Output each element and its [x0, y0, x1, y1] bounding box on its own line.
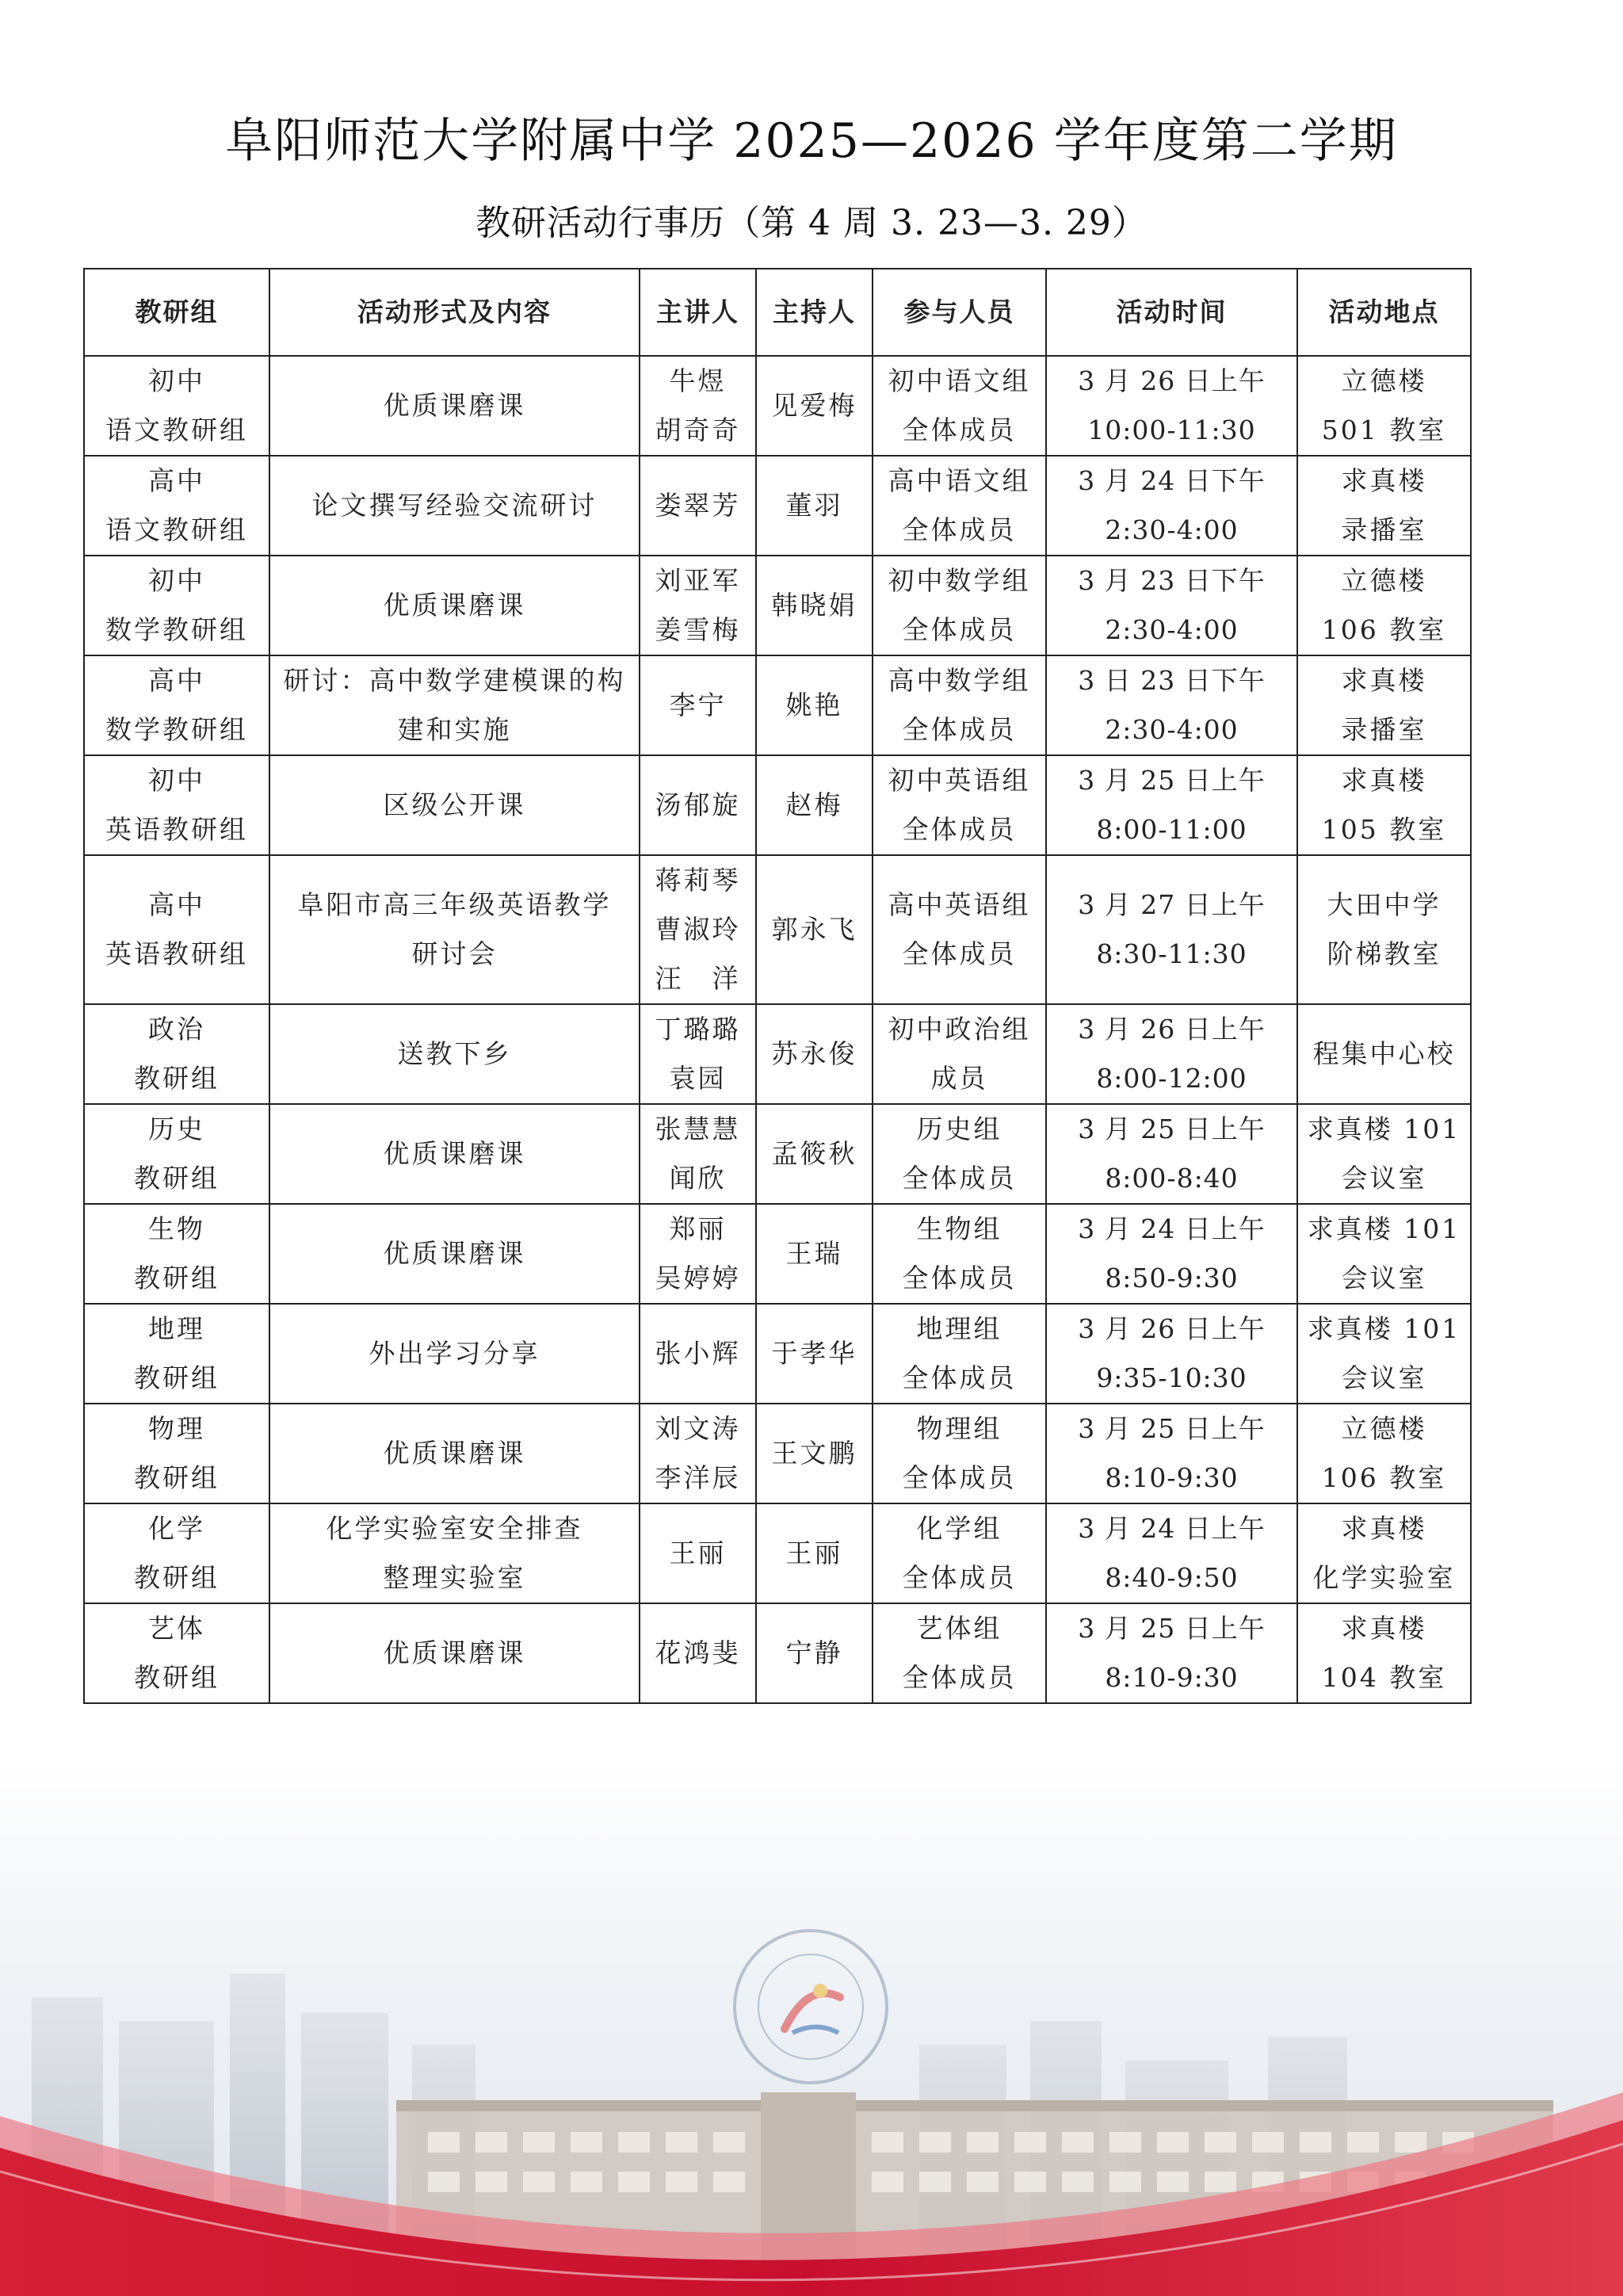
cell-time	[1046, 1404, 1297, 1503]
cell-activity-line: 化学实验室安全排查	[326, 1513, 583, 1544]
cell-host	[756, 1603, 873, 1703]
cell-host-line: 苏永俊	[771, 1038, 857, 1069]
table-row	[84, 855, 1471, 1004]
cell-participants-line: 全体成员	[902, 1263, 1017, 1293]
cell-host	[756, 356, 873, 456]
cell-location-line: 求真楼	[1341, 1613, 1427, 1644]
cell-group-line: 历史	[148, 1114, 205, 1144]
cell-host-line: 赵梅	[785, 789, 843, 820]
cell-time-line: 3 月 26 日上午	[1078, 1014, 1266, 1045]
cell-speaker	[640, 855, 756, 1004]
cell-host	[756, 456, 873, 556]
table-row	[84, 1104, 1471, 1204]
cell-location	[1297, 855, 1471, 1004]
cell-participants	[873, 655, 1046, 755]
cell-location	[1297, 755, 1471, 855]
cell-location-line: 会议室	[1341, 1362, 1427, 1393]
cell-group	[84, 1503, 269, 1603]
cell-location-line: 录播室	[1341, 514, 1427, 545]
cell-group-line: 教研组	[134, 1562, 220, 1593]
cell-group-line: 艺体	[148, 1613, 205, 1644]
cell-time	[1046, 1503, 1297, 1603]
cell-group-line: 政治	[148, 1014, 205, 1045]
cell-location-line: 求真楼 101	[1307, 1114, 1461, 1144]
cell-group-line: 数学教研组	[105, 614, 248, 645]
cell-time-line: 8:10-9:30	[1105, 1662, 1239, 1693]
cell-speaker	[640, 1603, 756, 1703]
cell-activity	[269, 556, 640, 655]
cell-location	[1297, 556, 1471, 655]
cell-host-line: 王丽	[785, 1538, 843, 1568]
cell-host-line: 王文鹏	[771, 1438, 857, 1469]
cell-group	[84, 1404, 269, 1503]
cell-location-line: 化学实验室	[1312, 1562, 1456, 1593]
cell-speaker-line: 王丽	[669, 1538, 727, 1568]
cell-time	[1046, 1004, 1297, 1104]
cell-host-line: 董羽	[785, 490, 843, 521]
cell-host-line: 于孝华	[771, 1338, 857, 1369]
cell-time-line: 8:50-9:30	[1105, 1263, 1239, 1293]
cell-participants-line: 高中语文组	[888, 465, 1031, 496]
cell-time-line: 3 月 25 日上午	[1078, 1613, 1266, 1644]
cell-speaker-line: 张小辉	[655, 1338, 741, 1369]
cell-activity-line: 整理实验室	[383, 1562, 526, 1593]
cell-time	[1046, 1304, 1297, 1404]
cell-group	[84, 1004, 269, 1104]
cell-time-line: 2:30-4:00	[1105, 614, 1239, 645]
cell-speaker	[640, 1204, 756, 1304]
cell-group-line: 初中	[148, 765, 205, 796]
cell-group-line: 地理	[148, 1313, 205, 1344]
cell-participants-line: 物理组	[916, 1413, 1002, 1444]
cell-location-line: 求真楼	[1341, 1513, 1427, 1544]
cell-participants-line: 初中政治组	[888, 1014, 1031, 1045]
cell-host-line: 王瑞	[785, 1238, 843, 1269]
cell-location-line: 大田中学	[1327, 889, 1442, 920]
cell-speaker-line: 李洋辰	[655, 1462, 741, 1493]
cell-location-line: 立德楼	[1341, 1413, 1427, 1444]
cell-time-line: 3 月 25 日上午	[1078, 1114, 1266, 1144]
cell-participants-line: 全体成员	[902, 1462, 1017, 1493]
cell-activity	[269, 1404, 640, 1503]
cell-group	[84, 1204, 269, 1304]
cell-time-line: 10:00-11:30	[1087, 415, 1256, 445]
cell-participants-line: 全体成员	[902, 938, 1017, 969]
cell-group-line: 物理	[148, 1413, 205, 1444]
cell-participants-line: 生物组	[916, 1213, 1002, 1244]
cell-participants-line: 全体成员	[902, 614, 1017, 645]
cell-participants	[873, 556, 1046, 655]
cell-time-line: 8:10-9:30	[1105, 1462, 1239, 1493]
cell-group-line: 英语教研组	[105, 938, 248, 969]
cell-time-line: 3 月 26 日上午	[1078, 1313, 1266, 1344]
cell-participants-line: 初中语文组	[888, 365, 1031, 396]
cell-activity	[269, 755, 640, 855]
cell-time-line: 2:30-4:00	[1105, 714, 1239, 745]
cell-time-line: 3 月 27 日上午	[1078, 889, 1266, 920]
table-row	[84, 1404, 1471, 1503]
cell-group-line: 教研组	[134, 1163, 220, 1194]
cell-participants-line: 全体成员	[902, 514, 1017, 545]
cell-participants	[873, 356, 1046, 456]
cell-time-line: 8:00-11:00	[1096, 814, 1247, 845]
cell-activity	[269, 356, 640, 456]
cell-participants	[873, 1404, 1046, 1503]
cell-time	[1046, 1603, 1297, 1703]
cell-speaker-line: 汪 洋	[655, 963, 741, 994]
cell-participants	[873, 1204, 1046, 1304]
cell-location-line: 求真楼	[1341, 665, 1427, 696]
cell-speaker-line: 花鸿斐	[655, 1637, 741, 1668]
cell-location-line: 立德楼	[1341, 565, 1427, 596]
schedule-table	[83, 268, 1472, 1704]
cell-speaker-line: 袁园	[669, 1063, 727, 1094]
cell-group-line: 初中	[148, 365, 205, 396]
cell-time-line: 3 月 25 日上午	[1078, 1413, 1266, 1444]
cell-location	[1297, 1004, 1471, 1104]
cell-group	[84, 456, 269, 556]
cell-activity-line: 送教下乡	[397, 1038, 512, 1069]
cell-activity-line: 优质课磨课	[383, 1238, 526, 1269]
cell-speaker	[640, 1404, 756, 1503]
cell-speaker	[640, 1503, 756, 1603]
page-subtitle: 教研活动行事历（第 4 周 3. 23—3. 29）	[475, 203, 1148, 243]
cell-participants-line: 初中英语组	[888, 765, 1031, 796]
cell-group	[84, 1104, 269, 1204]
cell-participants	[873, 755, 1046, 855]
cell-group-line: 教研组	[134, 1263, 220, 1293]
header-group: 教研组	[84, 269, 269, 356]
header-location: 活动地点	[1297, 269, 1471, 356]
cell-participants	[873, 1503, 1046, 1603]
cell-time	[1046, 456, 1297, 556]
cell-host	[756, 655, 873, 755]
cell-speaker-line: 丁璐璐	[655, 1014, 741, 1045]
cell-speaker-line: 刘亚军	[655, 565, 741, 596]
cell-speaker-line: 牛煜	[669, 365, 727, 396]
cell-participants-line: 全体成员	[902, 714, 1017, 745]
cell-host	[756, 1204, 873, 1304]
cell-location	[1297, 655, 1471, 755]
cell-time	[1046, 655, 1297, 755]
table-row	[84, 556, 1471, 655]
cell-group-line: 高中	[148, 665, 205, 696]
table-header-row	[84, 269, 1471, 356]
header-participants: 参与人员	[873, 269, 1046, 356]
cell-participants-line: 艺体组	[916, 1613, 1002, 1644]
cell-host	[756, 1503, 873, 1603]
cell-location	[1297, 1603, 1471, 1703]
cell-activity-line: 优质课磨课	[383, 1637, 526, 1668]
cell-participants	[873, 1104, 1046, 1204]
cell-group-line: 英语教研组	[105, 814, 248, 845]
cell-time	[1046, 755, 1297, 855]
cell-time-line: 3 月 23 日下午	[1078, 565, 1266, 596]
cell-time-line: 3 月 26 日上午	[1078, 365, 1266, 396]
cell-time	[1046, 556, 1297, 655]
cell-location-line: 求真楼	[1341, 765, 1427, 796]
cell-location	[1297, 1503, 1471, 1603]
cell-location-line: 求真楼	[1341, 465, 1427, 496]
cell-location-line: 会议室	[1341, 1263, 1427, 1293]
cell-location	[1297, 1204, 1471, 1304]
cell-location-line: 会议室	[1341, 1163, 1427, 1194]
cell-speaker-line: 姜雪梅	[655, 614, 741, 645]
cell-speaker-line: 汤郁旋	[655, 789, 741, 820]
cell-participants	[873, 1304, 1046, 1404]
cell-speaker	[640, 755, 756, 855]
cell-host	[756, 556, 873, 655]
cell-host	[756, 1304, 873, 1404]
cell-speaker	[640, 556, 756, 655]
cell-group	[84, 556, 269, 655]
cell-activity	[269, 1503, 640, 1603]
cell-location	[1297, 1304, 1471, 1404]
cell-participants-line: 高中英语组	[888, 889, 1031, 920]
cell-participants-line: 地理组	[916, 1313, 1002, 1344]
cell-time	[1046, 356, 1297, 456]
cell-location-line: 阶梯教室	[1327, 938, 1442, 969]
cell-activity	[269, 1304, 640, 1404]
table-row	[84, 655, 1471, 755]
cell-location-line: 录播室	[1341, 714, 1427, 745]
cell-speaker	[640, 1304, 756, 1404]
cell-group	[84, 755, 269, 855]
table-row	[84, 1204, 1471, 1304]
cell-time-line: 3 月 24 日上午	[1078, 1213, 1266, 1244]
cell-group-line: 教研组	[134, 1662, 220, 1693]
cell-time-line: 3 日 23 日下午	[1078, 665, 1266, 696]
cell-location-line: 求真楼 101	[1307, 1213, 1461, 1244]
cell-activity-line: 优质课磨课	[383, 390, 526, 421]
cell-location	[1297, 456, 1471, 556]
cell-host-line: 孟筱秋	[771, 1138, 857, 1169]
cell-location-line: 104 教室	[1321, 1662, 1447, 1693]
cell-speaker-line: 李宁	[669, 690, 727, 720]
cell-participants	[873, 456, 1046, 556]
cell-location	[1297, 1404, 1471, 1503]
cell-group-line: 语文教研组	[105, 415, 248, 445]
cell-activity-line: 研讨会	[411, 938, 498, 969]
cell-time	[1046, 1104, 1297, 1204]
cell-host-line: 郭永飞	[771, 914, 857, 945]
header-speaker: 主讲人	[640, 269, 756, 356]
cell-speaker-line: 闻欣	[669, 1163, 727, 1194]
cell-group-line: 教研组	[134, 1462, 220, 1493]
cell-participants-line: 高中数学组	[888, 665, 1031, 696]
header-host: 主持人	[756, 269, 873, 356]
cell-participants-line: 全体成员	[902, 814, 1017, 845]
cell-activity	[269, 456, 640, 556]
cell-location-line: 106 教室	[1321, 1462, 1447, 1493]
cell-host-line: 姚艳	[785, 690, 843, 720]
cell-location	[1297, 1104, 1471, 1204]
cell-speaker-line: 娄翠芳	[655, 490, 741, 521]
cell-speaker-line: 吴婷婷	[655, 1263, 741, 1293]
cell-speaker	[640, 1004, 756, 1104]
cell-activity-line: 优质课磨课	[383, 590, 526, 621]
cell-group-line: 高中	[148, 465, 205, 496]
cell-host	[756, 1104, 873, 1204]
cell-activity	[269, 1004, 640, 1104]
table-row	[84, 1304, 1471, 1404]
cell-participants-line: 成员	[930, 1063, 988, 1094]
footer-graphic	[0, 1759, 1623, 2296]
cell-activity	[269, 855, 640, 1004]
cell-time-line: 8:00-8:40	[1105, 1163, 1239, 1194]
table-row	[84, 456, 1471, 556]
cell-speaker	[640, 1104, 756, 1204]
cell-activity-line: 论文撰写经验交流研讨	[311, 490, 598, 521]
cell-host-line: 宁静	[785, 1637, 843, 1668]
cell-speaker-line: 胡奇奇	[655, 415, 741, 445]
table-row	[84, 356, 1471, 456]
cell-host-line: 韩晓娟	[771, 590, 857, 621]
cell-group-line: 初中	[148, 565, 205, 596]
cell-participants-line: 全体成员	[902, 1662, 1017, 1693]
cell-time-line: 8:00-12:00	[1096, 1063, 1247, 1094]
cell-activity-line: 外出学习分享	[369, 1338, 540, 1369]
cell-group-line: 高中	[148, 889, 205, 920]
cell-host	[756, 1004, 873, 1104]
cell-participants-line: 初中数学组	[888, 565, 1031, 596]
cell-location-line: 105 教室	[1321, 814, 1447, 845]
cell-speaker-line: 张慧慧	[655, 1114, 741, 1144]
cell-participants	[873, 855, 1046, 1004]
cell-group-line: 化学	[148, 1513, 205, 1544]
table-row	[84, 755, 1471, 855]
cell-activity-line: 优质课磨课	[383, 1138, 526, 1169]
cell-time-line: 8:30-11:30	[1096, 938, 1247, 969]
cell-location-line: 106 教室	[1321, 614, 1447, 645]
cell-location-line: 501 教室	[1321, 415, 1447, 445]
cell-speaker-line: 蒋莉琴	[655, 865, 741, 896]
cell-group	[84, 1304, 269, 1404]
cell-activity	[269, 1603, 640, 1703]
cell-activity-line: 建和实施	[397, 714, 512, 745]
schedule-body	[84, 356, 1471, 1703]
cell-participants-line: 全体成员	[902, 415, 1017, 445]
cell-group-line: 语文教研组	[105, 514, 248, 545]
cell-time	[1046, 1204, 1297, 1304]
cell-activity	[269, 1204, 640, 1304]
header-time: 活动时间	[1046, 269, 1297, 356]
header-activity: 活动形式及内容	[269, 269, 640, 356]
cell-participants	[873, 1603, 1046, 1703]
cell-time-line: 3 月 24 日上午	[1078, 1513, 1266, 1544]
cell-location-line: 程集中心校	[1312, 1038, 1456, 1069]
cell-location-line: 立德楼	[1341, 365, 1427, 396]
cell-activity-line: 研讨：高中数学建模课的构	[283, 665, 626, 696]
cell-speaker-line: 刘文涛	[655, 1413, 741, 1444]
cell-group-line: 教研组	[134, 1063, 220, 1094]
cell-host	[756, 1404, 873, 1503]
cell-time-line: 2:30-4:00	[1105, 514, 1239, 545]
cell-speaker-line: 郑丽	[669, 1213, 727, 1244]
cell-group-line: 数学教研组	[105, 714, 248, 745]
cell-speaker	[640, 356, 756, 456]
table-row	[84, 1004, 1471, 1104]
cell-group-line: 教研组	[134, 1362, 220, 1393]
cell-speaker-line: 曹淑玲	[655, 914, 741, 945]
cell-group-line: 生物	[148, 1213, 205, 1244]
cell-activity-line: 优质课磨课	[383, 1438, 526, 1469]
cell-time-line: 3 月 24 日下午	[1078, 465, 1266, 496]
cell-activity	[269, 1104, 640, 1204]
cell-group	[84, 356, 269, 456]
cell-location	[1297, 356, 1471, 456]
cell-speaker	[640, 655, 756, 755]
cell-location-line: 求真楼 101	[1307, 1313, 1461, 1344]
cell-participants-line: 历史组	[916, 1114, 1002, 1144]
cell-host	[756, 855, 873, 1004]
cell-participants	[873, 1004, 1046, 1104]
cell-group	[84, 1603, 269, 1703]
cell-group	[84, 855, 269, 1004]
cell-activity	[269, 655, 640, 755]
cell-participants-line: 化学组	[916, 1513, 1002, 1544]
cell-time	[1046, 855, 1297, 1004]
table-row	[84, 1503, 1471, 1603]
cell-participants-line: 全体成员	[902, 1562, 1017, 1593]
cell-host-line: 见爱梅	[771, 390, 857, 421]
cell-activity-line: 区级公开课	[383, 789, 526, 820]
cell-activity-line: 阜阳市高三年级英语教学	[297, 889, 612, 920]
cell-group	[84, 655, 269, 755]
cell-time-line: 9:35-10:30	[1096, 1362, 1247, 1393]
cell-speaker	[640, 456, 756, 556]
table-row	[84, 1603, 1471, 1703]
cell-time-line: 3 月 25 日上午	[1078, 765, 1266, 796]
cell-time-line: 8:40-9:50	[1105, 1562, 1239, 1593]
cell-participants-line: 全体成员	[902, 1362, 1017, 1393]
cell-host	[756, 755, 873, 855]
cell-participants-line: 全体成员	[902, 1163, 1017, 1194]
page-title: 阜阳师范大学附属中学 2025—2026 学年度第二学期	[225, 113, 1398, 169]
